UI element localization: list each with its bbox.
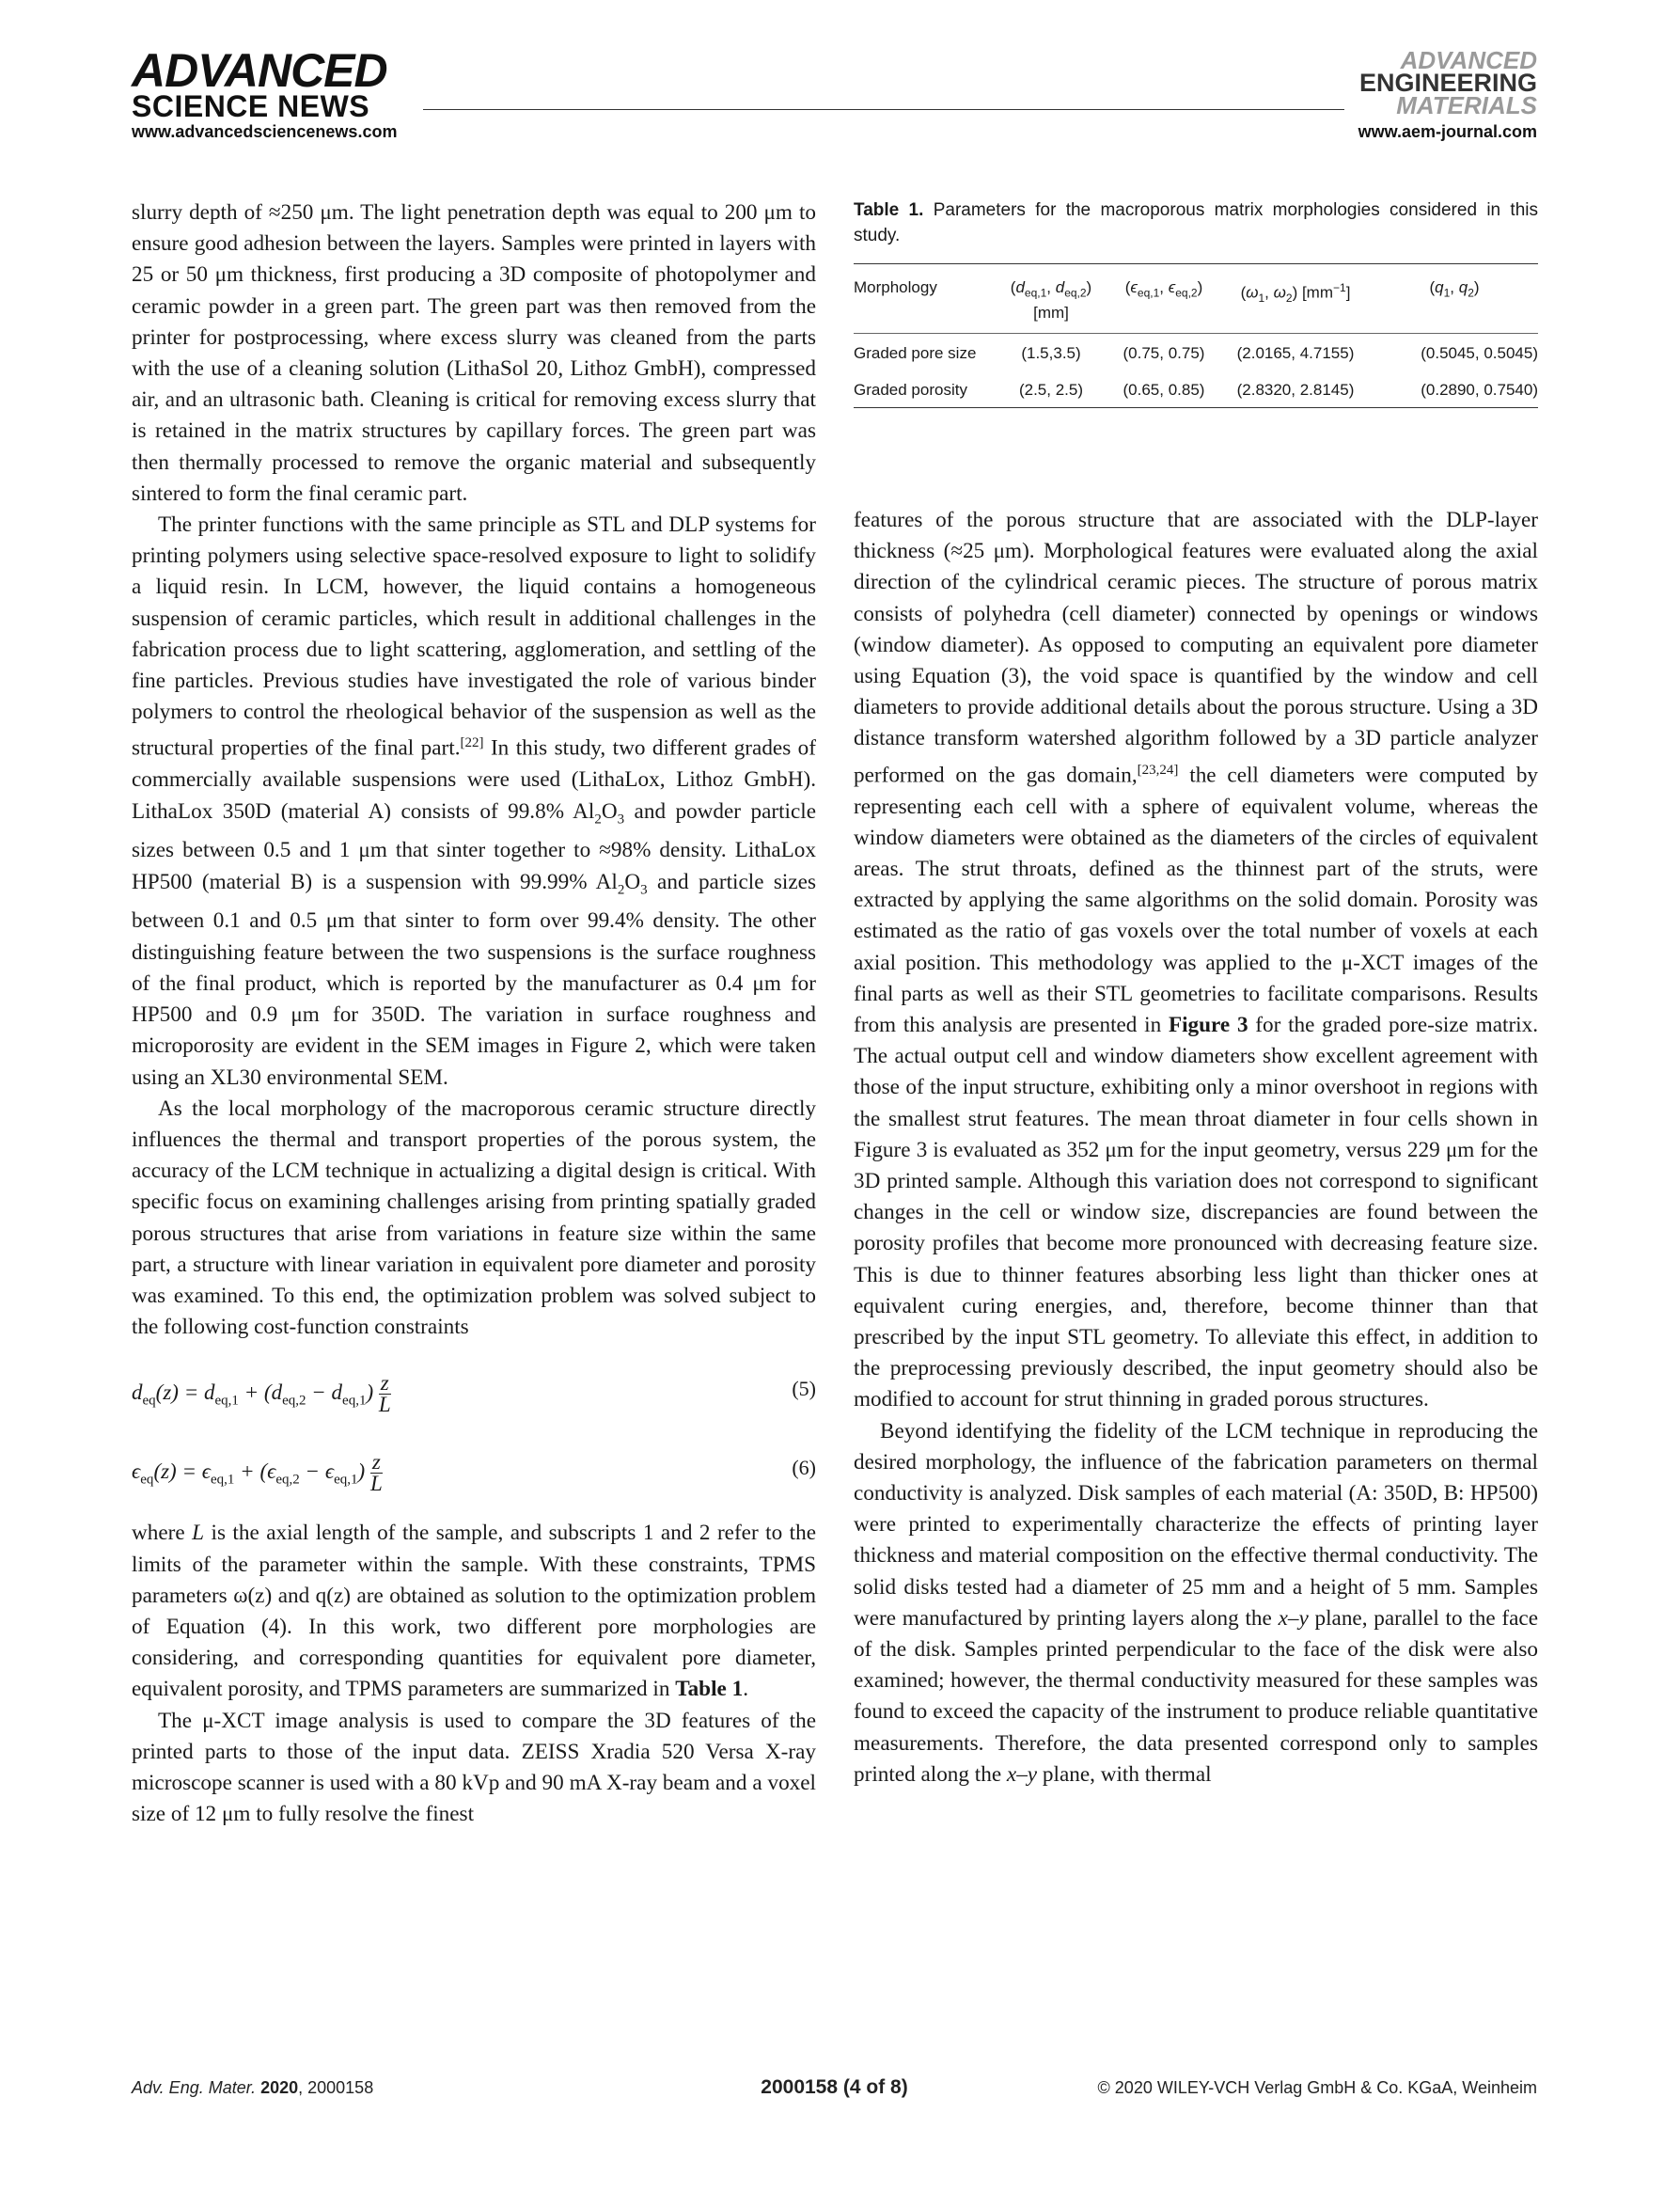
table-1-caption: Table 1. Parameters for the macroporous matrix morphologies considered in this study. (854, 200, 1538, 245)
header-d-eq: ($d_{eq,1}$, $d_{eq,2}$) [mm] (1010, 278, 1092, 323)
equation-6-math: $\epsilon_{eq}(z) = \epsilon_{eq,1} + (\epsilon_{eq,2} - \epsilon_{eq,1})$ $\frac{z}{L}$ (132, 1450, 383, 1496)
right-paragraph-2: Beyond identifying the fidelity of the LCM technique in reproducing the desired morphology, the influence of the fabrication parameters on thermal conductivity is analyzed. Disk samples of each material (A: 350D, B: HP500) were printed to experimentally characterize the effects of printing layer thickness and material composition on the effective thermal conductivity. The solid disks tested had a diameter of 25 mm and a height of 5 mm. Samples were manufactured by printing layers along the x–y plane, parallel to the face of the disk. Samples printed perpendicular to the face of the disk were also examined; however, the thermal conductivity measured for these samples was found to exceed the capacity of the instrument to produce reliable quantitative measurements. Therefore, the data presented correspond only to samples printed along the x–y plane, with thermal (854, 1418, 1538, 1787)
header-url-right[interactable]: www.aem-journal.com (1358, 122, 1537, 141)
left-paragraph-3: As the local morphology of the macroporous ceramic structure directly influences the thermal and transport properties of the porous system, the accuracy of the LCM technique in actualizing a digital design is critical. With specific focus on examining challenges arising from printing spatially graded porous structures that arise from variations in feature size within the same part, a structure with linear variation in equivalent pore diameter and porosity was examined. To this end, the optimization problem was solved subject to the following cost-function constraints (132, 1096, 816, 1340)
left-paragraph-1: slurry depth of ≈250 μm. The light penetration depth was equal to 200 μm to ensure good adhesion between the layers. Samples were printed in layers with 25 or 50 μm thickness, first producing a 3D composite of photopolymer and ceramic powder in a green part. The green part was then removed from the printer for postprocessing, where excess slurry was cleaned from the parts with the use of a cleaning solution (LithaSol 20, Lithoz GmbH), compressed air, and an ultrasonic bath. Cleaning is critical for removing excess slurry that is retained in the matrix structures by capillary forces. The green part was then thermally processed to remove the organic material and subsequently sintered to form the final ceramic part. (132, 200, 816, 506)
header-rule (423, 109, 1344, 110)
table-row: Graded porosity (2.5, 2.5) (0.65, 0.85) (2.8320, 2.8145) (0.2890, 0.7540) (854, 371, 1538, 408)
left-paragraph-4: where L is the axial length of the sample, and subscripts 1 and 2 refer to the limits of the parameter within the sample. With these constraints, TPMS parameters ω(z) and q(z) are obtained as solution to the optimization problem of Equation (4). In this work, two different pore morphologies are considering, and corresponding quantities for equivalent pore diameter, equivalent porosity, and TPMS parameters are summarized in Table 1. (132, 1521, 816, 1702)
right-paragraph-1: features of the porous structure that are associated with the DLP-layer thickness (≈25 μm). Morphological features were evaluated along the axial direction of the cylindrical ceramic pieces. The structure of porous matrix consists of polyhedra (cell diameter) connected by openings or windows (window diameter). As opposed to computing an equivalent pore diameter using Equation (3), the void space is quantified by the window and cell diameters to provide additional details about the porous structure. Using a 3D distance transform watershed algorithm followed by a 3D particle analyzer performed on the gas domain,[23,24] the cell diameters were computed by representing each cell with a sphere of equivalent volume, whereas the window diameters were obtained as the diameters of the circles of equivalent areas. The strut throats, defined as the thinnest part of the struts, were extracted by applying the same algorithms on the solid domain. Porosity was estimated as the ratio of gas voxels over the total number of voxels at each axial position. This methodology was applied to the μ-XCT images of the final parts as well as their STL geometries to facilitate comparisons. Results from this analysis are presented in Figure 3 for the graded pore-size matrix. The actual output cell and window diameters show excellent agreement with those of the input structure, exhibiting only a minor overshoot in regions with the smallest strut features. The mean throat diameter in four cells shown in Figure 3 is evaluated as 352 μm for the input geometry, versus 229 μm for the 3D printed sample. Although this variation does not correspond to significant changes in the cell or window size, discrepancies are found between the porosity profiles that become more pronounced with decreasing feature size. This is due to thinner features absorbing less light than thicker ones at equivalent curing energies, and, therefore, become thinner than that prescribed by the input STL geometry. To alleviate this effect, in addition to the preprocessing previously described, the input geometry should also be modified to account for strut thinning in graded porous structures. (854, 508, 1539, 1412)
left-paragraph-2: The printer functions with the same principle as STL and DLP systems for printing polymers using selective space-resolved exposure to light to solidify a liquid resin. In LCM, however, the liquid contains a homogeneous suspension of ceramic particles, which result in additional challenges in the fabrication process due to light scattering, agglomeration, and settling of the fine particles. Previous studies have investigated the role of various binder polymers to control the rheological behavior of the suspension as well as the structural properties of the final part.[22] In this study, two different grades of commercially available suspensions were used (LithaLox, Lithoz GmbH). LithaLox 350D (material A) consists of 99.8% $Al_2O_3$ and powder particle sizes between 0.5 and 1 μm that sinter together to ≈98% density. LithaLox HP500 (material B) is a suspension with 99.99% $Al_2O_3$ and particle sizes between 0.1 and 0.5 μm that sinter to form over 99.4% density. The other distinguishing feature between the two suspensions is the surface roughness of the final product, which is reported by the manufacturer as 0.4 μm for HP500 and 0.9 μm for 350D. The variation in surface roughness and microporosity are evident in the SEM images in Figure 2, which were taken using an XL30 environmental SEM. (132, 513, 816, 1090)
advanced-engineering-materials-logo: ADVANCED ENGINEERING MATERIALS (1358, 46, 1537, 119)
table-1-grid (854, 263, 1538, 408)
header-eps-eq: ($\epsilon_{eq,1}$, $\epsilon_{eq,2}$) (1124, 278, 1203, 300)
citation-23-24[interactable]: [23,24] (1137, 762, 1179, 778)
equation-5-number: (5) (792, 1377, 816, 1401)
header-url-left[interactable]: www.advancedsciencenews.com (132, 122, 398, 141)
table-header-row (854, 264, 1538, 334)
header-morphology: Morphology (854, 278, 937, 296)
footer-copyright: © 2020 WILEY-VCH Verlag GmbH & Co. KGaA, Weinheim (1097, 2078, 1537, 2097)
right-column (854, 505, 1538, 1790)
equation-5-math: $d_{eq}(z) = d_{eq,1} + (d_{eq,2} - d_{eq,1})$ $\frac{z}{L}$ (132, 1371, 391, 1417)
footer-citation: Adv. Eng. Mater. 2020, 2000158 (132, 2078, 374, 2097)
page-footer (132, 2076, 1537, 2105)
footer-page-number: 2000158 (4 of 8) (761, 2076, 908, 2098)
page-header (132, 44, 1537, 152)
header-omega: ($\omega_1$, $\omega_2$) $[mm^{-1}]$ (1240, 281, 1351, 306)
table-1-reference[interactable]: Table 1 (675, 1677, 744, 1702)
equation-6 (132, 1439, 816, 1501)
left-paragraph-5: The μ-XCT image analysis is used to compare the 3D features of the printed parts to those of the input data. ZEISS Xradia 520 Versa X-ray microscope scanner is used with a 80 kVp and 90 mA X-ray beam and a voxel size of 12 μm to fully resolve the finest (132, 1708, 816, 1827)
equation-5 (132, 1360, 816, 1422)
table-row: Graded pore size (1.5,3.5) (0.75, 0.75) (2.0165, 4.7155) (0.5045, 0.5045) (854, 344, 1538, 363)
citation-22[interactable]: [22] (460, 735, 484, 751)
equation-6-number: (6) (792, 1456, 816, 1480)
left-column (132, 197, 816, 1830)
figure-3-reference[interactable]: Figure 3 (1168, 1012, 1248, 1037)
advanced-science-news-logo: ADVANCED SCIENCE NEWS (132, 44, 387, 123)
header-q: ($q_1$, $q_2$) (1429, 278, 1480, 300)
table-1 (854, 197, 1538, 408)
